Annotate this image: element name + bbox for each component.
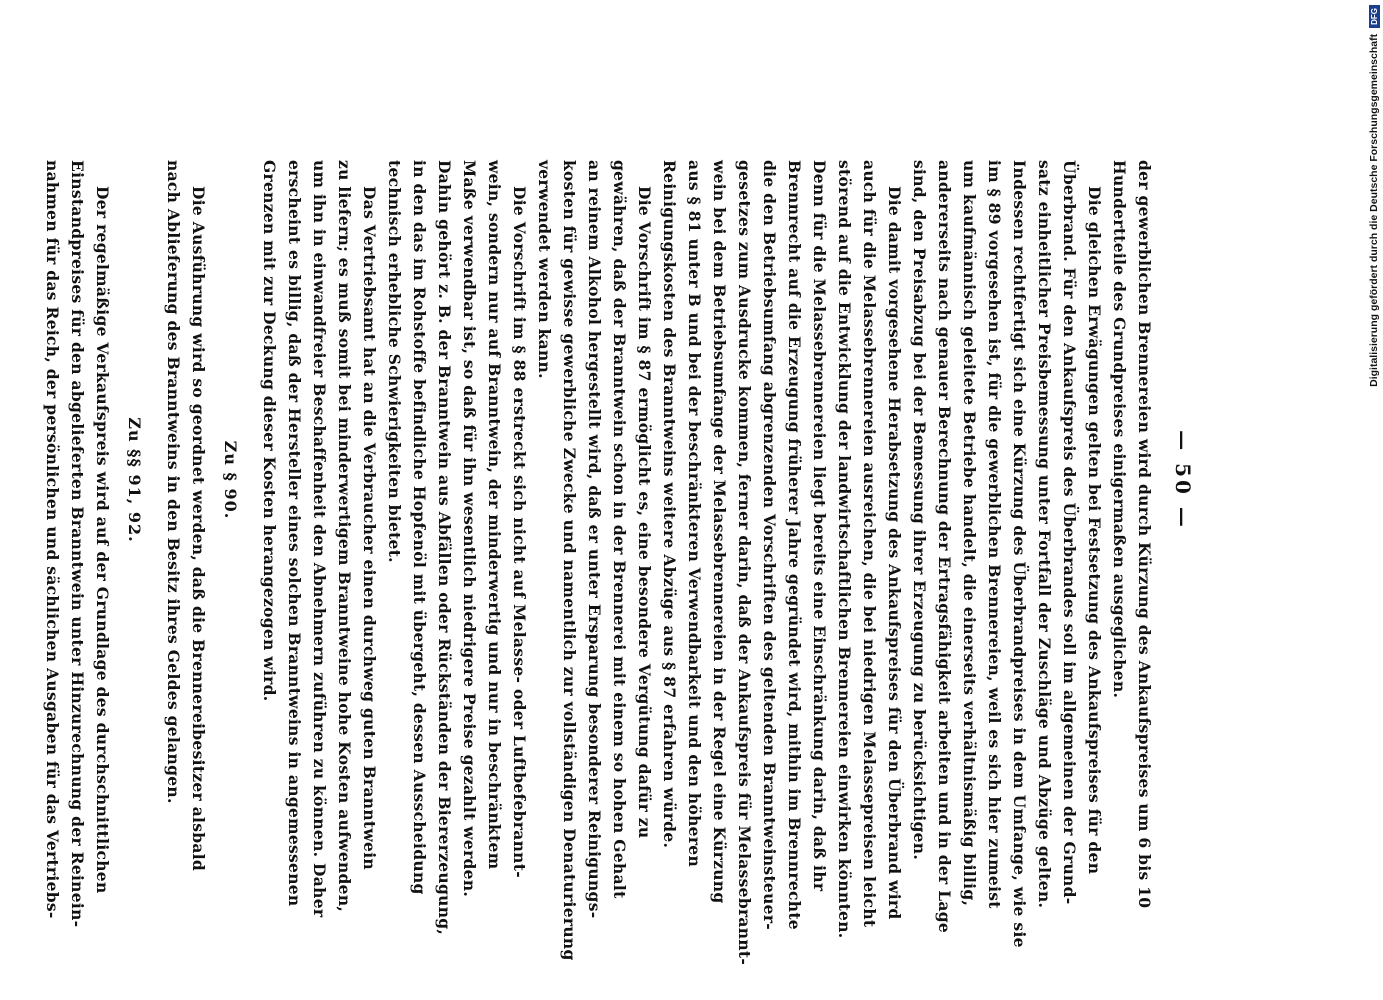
text-line: aus § 81 unter B und bei der beschränkteren Verwendbarkeit und den höheren <box>685 160 704 868</box>
text-line: Einstandpreises für den abgelieferten Branntwein unter Hinzurechnung der Reinein- <box>68 160 87 928</box>
section-heading-91-92: Zu §§ 91, 92. <box>125 417 144 543</box>
text-line: Die Vorschrift im § 88 erstreckt sich nicht auf Melasse- oder Luftbefebrannt- <box>510 186 529 878</box>
text-line: die den Betriebsumfang abgrenzenden Vorschriften des geltenden Branntweinsteuer- <box>760 160 779 931</box>
text-line: Reinigungskosten des Branntweins weitere Abzüge aus § 87 erfahren würde. <box>660 160 679 849</box>
text-line: im § 89 vorgesehen ist, für die gewerblichen Brennereien, weil es sich hier zumeist <box>985 160 1004 909</box>
text-line: andererseits nach genauer Berechnung der Ertragsfähigkeit arbeiten und in der Lage <box>935 160 954 934</box>
text-line: an reinem Alkohol hergestellt wird, daß er unter Ersparung besonderer Reinigungs- <box>585 160 604 919</box>
text-line: Hundertteile des Grundpreises einigermaßen ausgeglichen. <box>1110 160 1129 699</box>
text-line: Grenzen mit zur Deckung dieser Kosten herangezogen wird. <box>260 160 279 702</box>
text-line: Die gleichen Erwägungen gelten bei Festsetzung des Ankaufspreises für den <box>1085 186 1104 875</box>
text-line: Der regelmäßige Verkaufspreis wird auf der Grundlage des durchschnittlichen <box>93 186 112 894</box>
text-line: auch für die Melassebrennereien ausreichen, die bei niedrigen Melassepreisen leicht <box>860 160 879 928</box>
credit-text: Digitalisierung gefördert durch die Deutsche Forschungsgemeinschaft <box>1368 33 1380 387</box>
text-line: Die Ausführung wird so geordnet werden, daß die Brennereibesitzer alsbald <box>189 186 208 872</box>
text-line: zu liefern; es muß somit bei minderwertigem Branntweine hohe Kosten aufwenden, <box>335 160 354 913</box>
text-line: in den das im Rohstoffe befindliche Hopfenöl mit übergeht, dessen Ausscheidung <box>410 160 429 895</box>
text-line: nahmen für das Reich, der persönlichen und sächlichen Ausgaben für das Vertriebs- <box>43 160 62 919</box>
text-line: Denn für die Melassebrennereien liegt bereits eine Einschränkung darin, daß ihr <box>810 160 829 892</box>
text-line: Indessen rechtfertigt sich eine Kürzung des Überbrandpreises in dem Umfange, wie sie <box>1010 160 1029 948</box>
text-line: gewähren, daß der Branntwein schon in der Brennerei mit einem so hohen Gehalt <box>610 160 629 899</box>
page-number: — 50 — <box>1171 430 1195 530</box>
text-line: störend auf die Entwicklung der landwirtschaftlichen Brennereien einwirken könnten. <box>835 160 854 939</box>
section-90-text <box>161 160 211 872</box>
text-line: Überbrand. Für den Ankaufspreis des Überbrandes soll im allgemeinen der Grund- <box>1060 160 1079 905</box>
text-line: Die Vorschrift im § 87 ermöglicht es, eine besondere Vergütung dafür zu <box>635 186 654 839</box>
text-line: Maße verwendbar ist, so daß für ihn wesentlich niedrigere Preise gezahlt werden. <box>460 160 479 898</box>
text-line: technisch erhebliche Schwierigkeiten bietet. <box>385 160 404 563</box>
text-line: um ihn in einwandfreier Beschaffenheit den Abnehmern zuführen zu können. Daher <box>310 160 329 918</box>
text-line: erscheint es billig, daß der Hersteller eines solchen Branntweins in angemessenen <box>285 160 304 907</box>
text-line: Das Vertriebsamt hat an die Verbraucher einen durchweg guten Branntwein <box>360 186 379 870</box>
text-line: satz einheitlicher Preisbemessung unter Fortfall der Zuschläge und Abzüge gelten. <box>1035 160 1054 909</box>
text-line: der gewerblichen Brennereien wird durch Kürzung des Ankaufspreises um 6 bis 10 <box>1135 160 1154 909</box>
text-line: Die damit vorgesehene Herabsetzung des Ankaufspreises für den Überbrand wird <box>885 186 904 920</box>
text-line: wein, sondern nur auf Branntwein, der minderwertig und nur in beschränktem <box>485 160 504 870</box>
text-line: wein bei dem Betriebsumfange der Melassebrennereien in der Regel eine Kürzung <box>710 160 729 904</box>
text-line: Dahin gehört z. B. der Branntwein aus Abfällen oder Rückständen der Biererzeugung, <box>435 160 454 936</box>
section-91-text <box>40 160 115 928</box>
text-line: Brennrecht auf die Erzeugung früherer Jahre gegründet wird, mithin im Brennrechte <box>785 160 804 930</box>
rotated-page <box>43 160 1195 966</box>
text-line: verwendet werden kann. <box>535 160 554 379</box>
section-heading-90: Zu § 90. <box>221 440 240 520</box>
dfg-logo: DFG <box>1369 5 1380 28</box>
text-line: nach Ablieferung des Branntweins in den Besitz ihres Geldes gelangen. <box>164 160 183 804</box>
text-line: um kaufmännisch geleitete Betriebe handelt, die einerseits verhältnismäßig billig, <box>960 160 979 907</box>
body-text <box>257 160 1157 966</box>
text-line: gesetzes zum Ausdrucke kommen, ferner darin, daß der Ankaufspreis für Melassebrannt- <box>735 160 754 966</box>
text-line: kosten für gewisse gewerbliche Zwecke und namentlich zur vollständigen Denaturierung <box>560 160 579 961</box>
digitization-credit <box>1368 5 1380 985</box>
text-line: sind, den Preisabzug bei der Bemessung ihrer Erzeugung zu berücksichtigen. <box>910 160 929 861</box>
